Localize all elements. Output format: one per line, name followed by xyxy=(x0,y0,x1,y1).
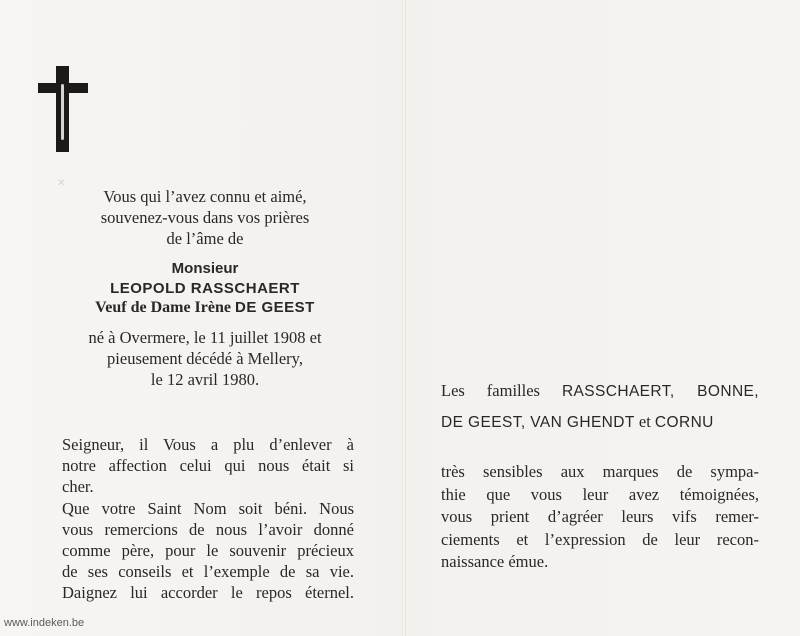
birth-death-line: le 12 avril 1980. xyxy=(150,370,260,389)
spouse-surname: DE GEEST xyxy=(234,299,315,316)
prayer-paragraph-2 xyxy=(62,498,354,603)
family-names: CORNU xyxy=(654,414,714,431)
prayer-line: notre affection celui qui nous était si xyxy=(62,456,354,475)
prayer-line: comme père, pour le souvenir précieux xyxy=(62,541,354,560)
prayer-paragraph-1 xyxy=(62,434,354,497)
families-prefix: Les familles xyxy=(441,381,540,400)
families-line-1 xyxy=(441,376,759,407)
families-text xyxy=(441,376,759,438)
birth-death-line: pieusement décédé à Mellery, xyxy=(107,349,303,368)
birth-death-text xyxy=(40,327,370,390)
family-names: DE GEEST, VAN GHENDT xyxy=(441,414,635,431)
intro-line: Vous qui l’avez connu et aimé, xyxy=(103,187,307,206)
spouse-prefix: Veuf de Dame Irène xyxy=(95,299,231,316)
prayer-line: Que votre Saint Nom soit béni. Nous xyxy=(62,499,354,518)
thanks-line: très sensibles aux marques de sympa- xyxy=(441,462,759,481)
prayer-line: vous remercions de nous l’avoir donné xyxy=(62,520,354,539)
thanks-line: naissance émue. xyxy=(441,552,549,571)
latin-cross-icon: ✕ xyxy=(38,66,88,152)
conjunction: et xyxy=(638,412,651,431)
deceased-name: LEOPOLD RASSCHAERT xyxy=(110,280,300,297)
spouse-line xyxy=(40,297,370,318)
birth-death-line: né à Overmere, le 11 juillet 1908 et xyxy=(88,328,322,347)
prayer-line: de ses conseils et l’exemple de sa vie. xyxy=(62,562,354,581)
intro-line: de l’âme de xyxy=(166,229,244,248)
thanks-line: ciements et l’expression de leur recon- xyxy=(441,529,759,549)
intro-line: souvenez-vous dans vos prières xyxy=(100,208,310,227)
prayer-line: Seigneur, il Vous a plu d’enlever à xyxy=(62,435,354,454)
families-line-2 xyxy=(441,407,759,438)
prayer-line: cher. xyxy=(62,477,94,496)
thanks-line: vous prient d’agréer leurs vifs remer- xyxy=(441,507,759,526)
thanks-line: thie que vous leur avez témoignées, xyxy=(441,484,759,504)
thanks-text xyxy=(441,461,759,574)
family-names: RASSCHAERT, BONNE, xyxy=(561,383,759,400)
prayer-line: Daignez lui accorder le repos éternel. xyxy=(62,583,354,602)
watermark: www.indeken.be xyxy=(4,617,85,629)
intro-text xyxy=(40,186,370,249)
honorific: Monsieur xyxy=(171,260,239,277)
